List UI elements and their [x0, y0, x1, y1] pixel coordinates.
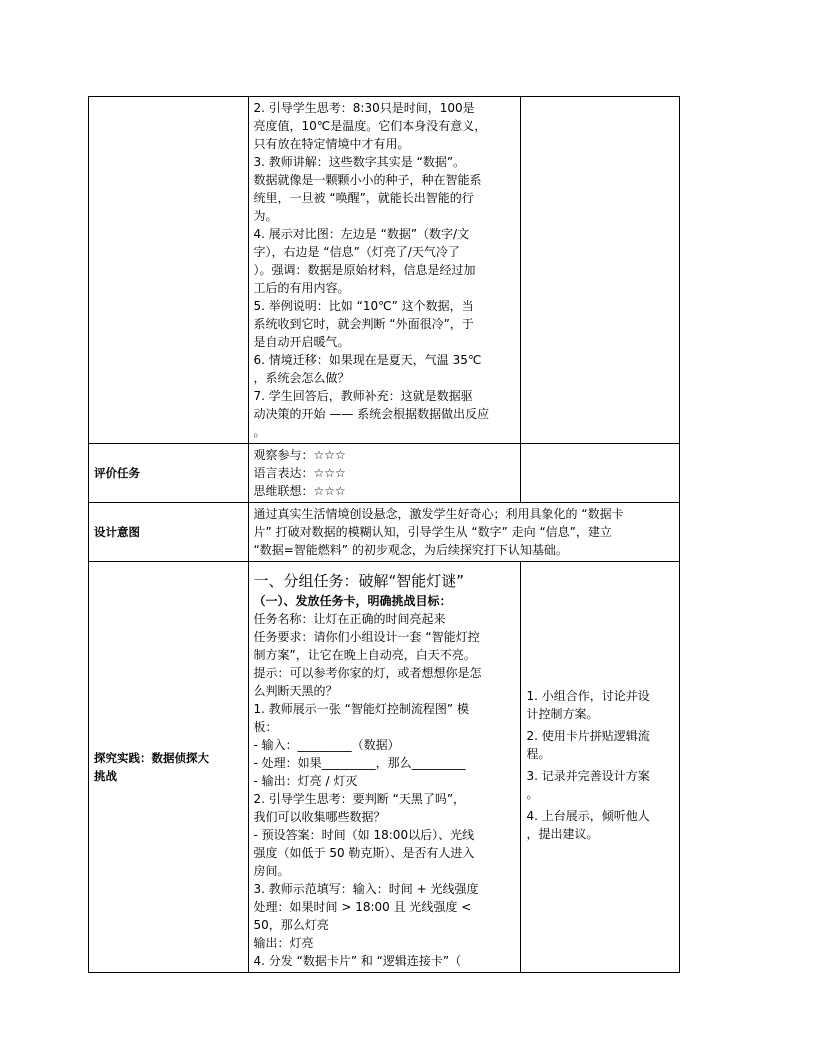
evaluation-empty-cell	[521, 444, 680, 503]
section-title: 一、分组任务：破解“智能灯谜”	[253, 572, 465, 590]
text-line: 50，那么灯亮	[253, 918, 329, 932]
section-subtitle: （一）、发放任务卡，明确挑战目标：	[253, 594, 452, 608]
text-line: 数据就像是一颗颗小小的种子，种在智能系	[253, 173, 482, 187]
text-line: 房间。	[253, 864, 290, 878]
text-line: 板：	[253, 720, 278, 734]
table-row	[89, 97, 680, 444]
text-line: 。	[526, 787, 539, 801]
list-item	[526, 767, 674, 803]
label-line: 挑战	[94, 769, 117, 783]
text-line: 6. 情境迁移：如果现在是夏天，气温 35℃	[253, 353, 482, 367]
text-line: - 输入：_________（数据）	[253, 738, 400, 752]
label-line: 探究实践：数据侦探大	[94, 751, 209, 765]
text-line: 我们可以收集哪些数据？	[253, 810, 386, 824]
text-line: 5. 举例说明：比如 “10℃” 这个数据，当	[253, 299, 474, 313]
text-line: 动决策的开始 —— 系统会根据数据做出反应	[253, 407, 490, 421]
design-intent-cell	[248, 503, 679, 562]
exploration-cell	[248, 562, 521, 973]
text-line: 通过真实生活情境创设悬念，激发学生好奇心；利用具象化的 “数据卡	[253, 507, 624, 521]
text-line: 3. 教师示范填写：输入：时间 + 光线强度	[253, 882, 479, 896]
evaluation-cell	[248, 444, 521, 503]
text-line: 片” 打破对数据的模糊认知，引导学生从 “数字” 走向 “信息”，建立	[253, 525, 612, 539]
text-line: 程。	[526, 747, 551, 761]
text-line: 制方案”，让它在晚上自动亮，白天不亮。	[253, 648, 476, 662]
text-line: 语言表达：☆☆☆	[253, 466, 346, 480]
text-line: 4. 分发 “数据卡片” 和 “逻辑连接卡”（	[253, 954, 462, 968]
text-line: ）。强调：数据是原始材料，信息是经过加	[253, 263, 476, 277]
text-line: 3. 教师讲解：这些数字其实是 “数据”。	[253, 155, 466, 169]
text-line: 1. 小组合作，讨论并设	[526, 689, 650, 703]
table-row	[89, 444, 680, 503]
text-line: ，提出建议。	[526, 827, 599, 841]
text-line: 2. 使用卡片拼贴逻辑流	[526, 729, 650, 743]
student-activity-cell	[521, 97, 680, 444]
text-line: 字），右边是 “信息”（灯亮了/天气冷了	[253, 245, 460, 259]
row-label-empty	[89, 97, 249, 444]
lesson-plan-table	[88, 96, 680, 973]
text-line: ，系统会怎么做？	[253, 371, 350, 385]
text-line: 7. 学生回答后，教师补充：这就是数据驱	[253, 389, 473, 403]
list-item	[526, 807, 674, 843]
text-line: - 处理：如果_________，那么_________	[253, 756, 466, 770]
text-line: 。	[253, 425, 266, 439]
student-tasks-cell	[521, 562, 680, 973]
text-line: 强度（如低于 50 勒克斯）、是否有人进入	[253, 846, 475, 860]
text-line: - 预设答案：时间（如 18:00以后）、光线	[253, 828, 475, 842]
activity-cell	[248, 97, 521, 444]
text-line: 2. 引导学生思考：要判断 “天黑了吗”，	[253, 792, 466, 806]
list-item	[526, 687, 674, 723]
text-line: 计控制方案。	[526, 707, 599, 721]
row-label-design-intent: 设计意图	[89, 503, 249, 562]
text-line: 观察参与：☆☆☆	[253, 448, 346, 462]
text-line: 处理：如果时间 > 18:00 且 光线强度 <	[253, 900, 472, 914]
text-line: 思维联想：☆☆☆	[253, 484, 346, 498]
text-line: 任务名称：让灯在正确的时间亮起来	[253, 612, 446, 626]
text-line: 工后的有用内容。	[253, 281, 350, 295]
text-line: 系统收到它时，就会判断 “外面很冷”，于	[253, 317, 474, 331]
text-line: 么判断天黑的？	[253, 684, 338, 698]
text-line: 2. 引导学生思考：8:30只是时间，100是	[253, 101, 475, 115]
text-line: 是自动开启暖气。	[253, 335, 350, 349]
text-line: 为。	[253, 209, 278, 223]
text-line: 只有放在特定情境中才有用。	[253, 137, 410, 151]
text-line: 任务要求：请你们小组设计一套 “智能灯控	[253, 630, 480, 644]
text-line: 3. 记录并完善设计方案	[526, 769, 650, 783]
list-item	[526, 727, 674, 763]
text-line: 4. 上台展示，倾听他人	[526, 809, 650, 823]
text-line: - 输出：灯亮 / 灯灭	[253, 774, 358, 788]
text-line: 1. 教师展示一张 “智能灯控制流程图” 模	[253, 702, 469, 716]
text-line: 4. 展示对比图：左边是 “数据”（数字/文	[253, 227, 470, 241]
text-line: 统里，一旦被 “唤醒”，就能长出智能的行	[253, 191, 474, 205]
text-line: 亮度值，10℃是温度。它们本身没有意义，	[253, 119, 487, 133]
row-label-evaluation: 评价任务	[89, 444, 249, 503]
text-line: “数据=智能燃料” 的初步观念，为后续探究打下认知基础。	[253, 543, 568, 557]
row-label-exploration	[89, 562, 249, 973]
table-row	[89, 503, 680, 562]
text-line: 提示：可以参考你家的灯，或者想想你是怎	[253, 666, 482, 680]
table-row	[89, 562, 680, 973]
text-line: 输出：灯亮	[253, 936, 314, 950]
